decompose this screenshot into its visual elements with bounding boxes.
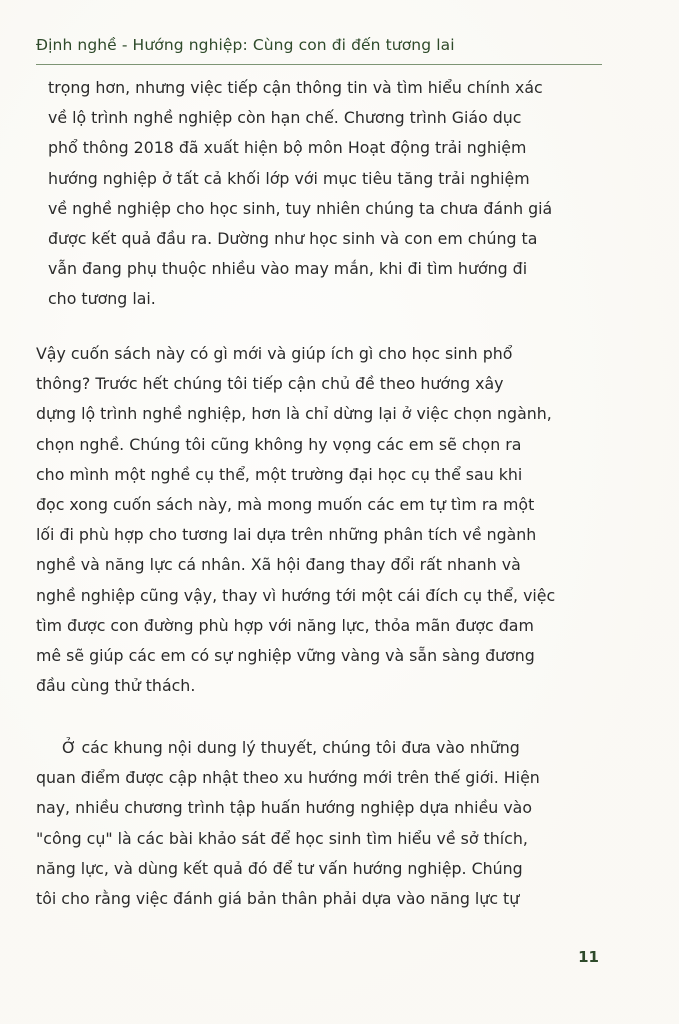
paragraph-1 <box>48 73 552 315</box>
header-divider <box>36 64 602 65</box>
running-header-title: Định nghề - Hướng nghiệp: Cùng con đi đến tương lai <box>36 36 455 54</box>
text-line: nghề và năng lực cá nhân. Xã hội đang thay đổi rất nhanh và <box>36 555 521 575</box>
text-line: hướng nghiệp ở tất cả khối lớp với mục tiêu tăng trải nghiệm <box>48 168 530 188</box>
text-line: vẫn đang phụ thuộc nhiều vào may mắn, khi đi tìm hướng đi <box>48 259 528 279</box>
text-line: về nghề nghiệp cho học sinh, tuy nhiên chúng ta chưa đánh giá <box>48 198 553 218</box>
text-line: thông? Trước hết chúng tôi tiếp cận chủ đề theo hướng xây <box>36 374 504 394</box>
text-line: mê sẽ giúp các em có sự nghiệp vững vàng và sẵn sàng đương <box>36 646 535 666</box>
text-line: về lộ trình nghề nghiệp còn hạn chế. Chương trình Giáo dục <box>48 108 522 128</box>
text-line: nghề nghiệp cũng vậy, thay vì hướng tới một cái đích cụ thể, việc <box>36 585 556 605</box>
text-line: tôi cho rằng việc đánh giá bản thân phải dựa vào năng lực tự <box>36 889 520 909</box>
text-line: nay, nhiều chương trình tập huấn hướng nghiệp dựa nhiều vào <box>36 798 533 818</box>
text-line: năng lực, và dùng kết quả đó để tư vấn hướng nghiệp. Chúng <box>36 858 523 878</box>
page-number: 11 <box>578 948 599 966</box>
text-line: chọn nghề. Chúng tôi cũng không hy vọng các em sẽ chọn ra <box>36 434 522 454</box>
text-line: cho tương lai. <box>48 289 156 309</box>
text-line: trọng hơn, nhưng việc tiếp cận thông tin và tìm hiểu chính xác <box>48 78 543 97</box>
text-line: phổ thông 2018 đã xuất hiện bộ môn Hoạt động trải nghiệm <box>48 138 527 158</box>
text-line: dựng lộ trình nghề nghiệp, hơn là chỉ dừng lại ở việc chọn ngành, <box>36 404 552 424</box>
text-line: được kết quả đầu ra. Dường như học sinh và con em chúng ta <box>48 229 538 249</box>
text-line: Vậy cuốn sách này có gì mới và giúp ích gì cho học sinh phổ <box>36 344 513 363</box>
text-line: cho mình một nghề cụ thể, một trường đại học cụ thể sau khi <box>36 464 523 484</box>
text-line: lối đi phù hợp cho tương lai dựa trên những phân tích về ngành <box>36 525 537 545</box>
paragraph-3 <box>36 733 540 914</box>
text-line: tìm được con đường phù hợp với năng lực, thỏa mãn được đam <box>36 615 534 635</box>
text-line: đầu cùng thử thách. <box>36 676 196 696</box>
text-line: quan điểm được cập nhật theo xu hướng mới trên thế giới. Hiện <box>36 768 540 788</box>
text-line: đọc xong cuốn sách này, mà mong muốn các em tự tìm ra một <box>36 495 535 515</box>
text-line: Ở các khung nội dung lý thuyết, chúng tôi đưa vào những <box>62 738 520 757</box>
text-line: "công cụ" là các bài khảo sát để học sinh tìm hiểu về sở thích, <box>36 828 528 848</box>
paragraph-2 <box>36 339 555 701</box>
